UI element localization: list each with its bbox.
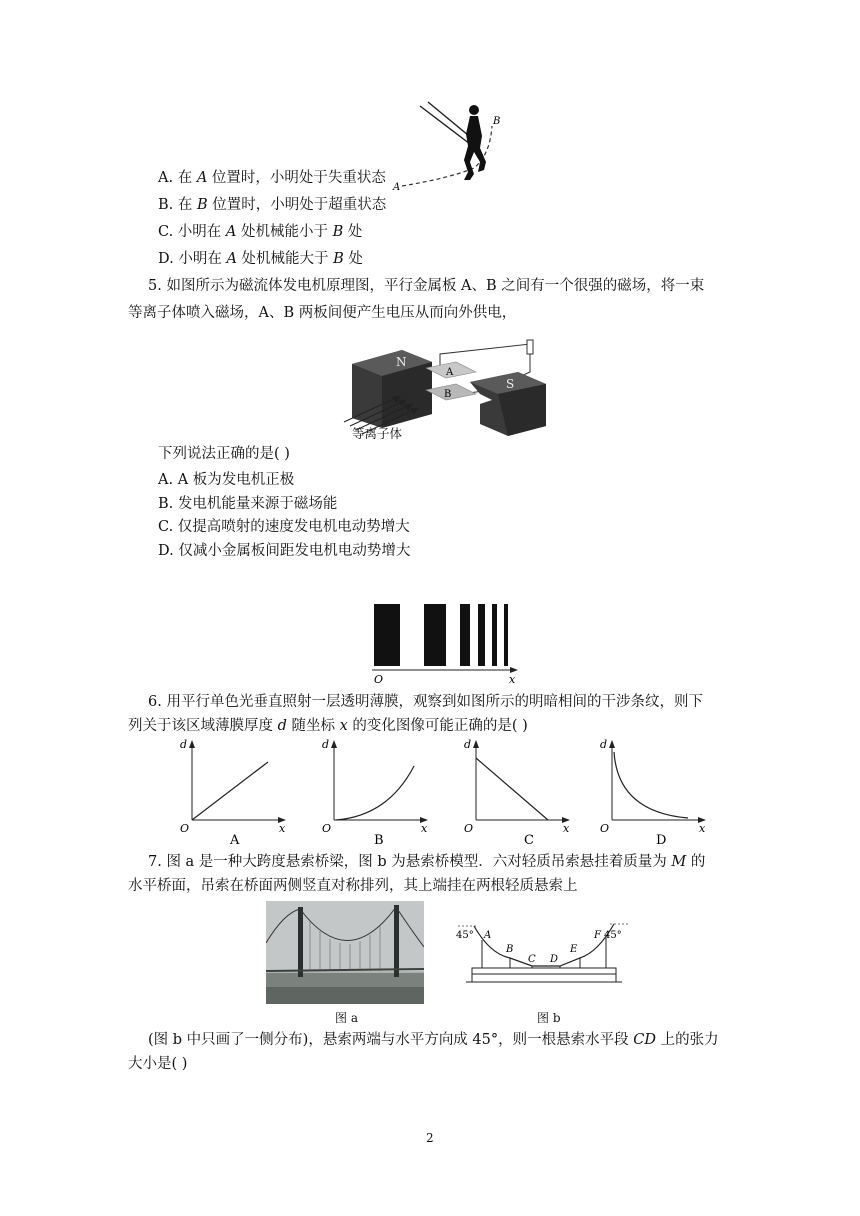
- q4-option-a: A. 在 A 位置时，小明处于失重状态: [158, 170, 386, 186]
- svg-text:B: B: [506, 944, 514, 955]
- q7-stem-line2: 水平桥面，吊索在桥面两侧竖直对称排列，其上端挂在两根轻质悬索上: [128, 878, 578, 894]
- svg-text:E: E: [570, 944, 578, 955]
- q7-continued-line1: (图 b 中只画了一侧分布)，悬索两端与水平方向成 45°，则一根悬索水平段 CD 上的张力: [148, 1032, 719, 1048]
- q5-option-d: D. 仅减小金属板间距发电机电动势增大: [158, 543, 411, 559]
- q5-option-b: B. 发电机能量来源于磁场能: [158, 496, 338, 512]
- svg-text:A: A: [484, 930, 492, 941]
- svg-text:x: x: [421, 822, 428, 835]
- caption-b: 图 b: [537, 1011, 561, 1025]
- interference-fringes-figure: [364, 600, 524, 686]
- fringe-origin-label: O: [374, 673, 384, 686]
- q6-graph-b-label: B: [374, 833, 384, 848]
- bridge-photo: [266, 901, 424, 1004]
- q5-stem-line2: 等离子体喷入磁场，A、B 两板间便产生电压从而向外供电，: [128, 305, 517, 321]
- q5-option-a: A. A 板为发电机正极: [158, 472, 295, 488]
- q4-option-c: C. 小明在 A 处机械能小于 B 处: [158, 224, 363, 240]
- fringe-x-label: x: [509, 673, 516, 686]
- q6-graph-a-label: A: [230, 833, 240, 848]
- q7-stem-line1: 7. 图 a 是一种大跨度悬索桥梁，图 b 为悬索桥模型．六对轻质吊索悬挂着质量为 M 的: [148, 854, 706, 870]
- q5-question: 下列说法正确的是( ): [158, 446, 290, 462]
- plate-a-label: A: [446, 367, 454, 378]
- q5-option-c: C. 仅提高喷射的速度发电机电动势增大: [158, 519, 410, 535]
- q6-graph-c-label: C: [524, 833, 534, 848]
- q6-graph-b: [318, 736, 438, 848]
- magnet-s-label: S: [506, 377, 515, 391]
- svg-text:x: x: [699, 822, 706, 835]
- svg-text:D: D: [550, 954, 559, 965]
- q6-graph-d: [596, 736, 718, 848]
- q6-stem-line2: 列关于该区域薄膜厚度 d 随坐标 x 的变化图像可能正确的是( ): [128, 718, 528, 734]
- svg-text:x: x: [563, 822, 570, 835]
- svg-text:x: x: [279, 822, 286, 835]
- q4-option-d: D. 小明在 A 处机械能大于 B 处: [158, 251, 363, 267]
- magnet-n-label: N: [396, 355, 407, 369]
- svg-text:d: d: [180, 738, 188, 751]
- q6-graph-d-label: D: [656, 833, 667, 848]
- swing-figure: [390, 100, 520, 195]
- svg-text:O: O: [600, 822, 610, 835]
- page-number: 2: [426, 1131, 434, 1145]
- q6-stem-line1: 6. 用平行单色光垂直照射一层透明薄膜，观察到如图所示的明暗相间的干涉条纹，则下: [148, 694, 703, 710]
- svg-text:O: O: [322, 822, 332, 835]
- bridge-model-figure: [452, 916, 628, 988]
- q7-continued-line2: 大小是( ): [128, 1056, 188, 1072]
- q6-graph-c: [460, 736, 580, 848]
- plate-b-label: B: [444, 389, 452, 400]
- svg-text:O: O: [464, 822, 474, 835]
- q5-stem-line1: 5. 如图所示为磁流体发电机原理图，平行金属板 A、B 之间有一个很强的磁场，将一束: [148, 278, 705, 294]
- svg-text:C: C: [528, 954, 536, 965]
- angle-left-label: 45°: [456, 930, 474, 941]
- svg-text:d: d: [600, 738, 608, 751]
- plasma-label: 等离子体: [352, 426, 403, 441]
- angle-right-label: 45°: [604, 930, 622, 941]
- svg-text:d: d: [322, 738, 330, 751]
- q4-option-b: B. 在 B 位置时，小明处于超重状态: [158, 197, 387, 213]
- svg-text:F: F: [594, 930, 601, 941]
- point-a-label: A: [393, 182, 401, 193]
- caption-a: 图 a: [335, 1011, 358, 1025]
- svg-text:O: O: [180, 822, 190, 835]
- svg-text:d: d: [464, 738, 472, 751]
- q6-graph-a: [176, 736, 296, 848]
- point-b-label: B: [493, 116, 501, 127]
